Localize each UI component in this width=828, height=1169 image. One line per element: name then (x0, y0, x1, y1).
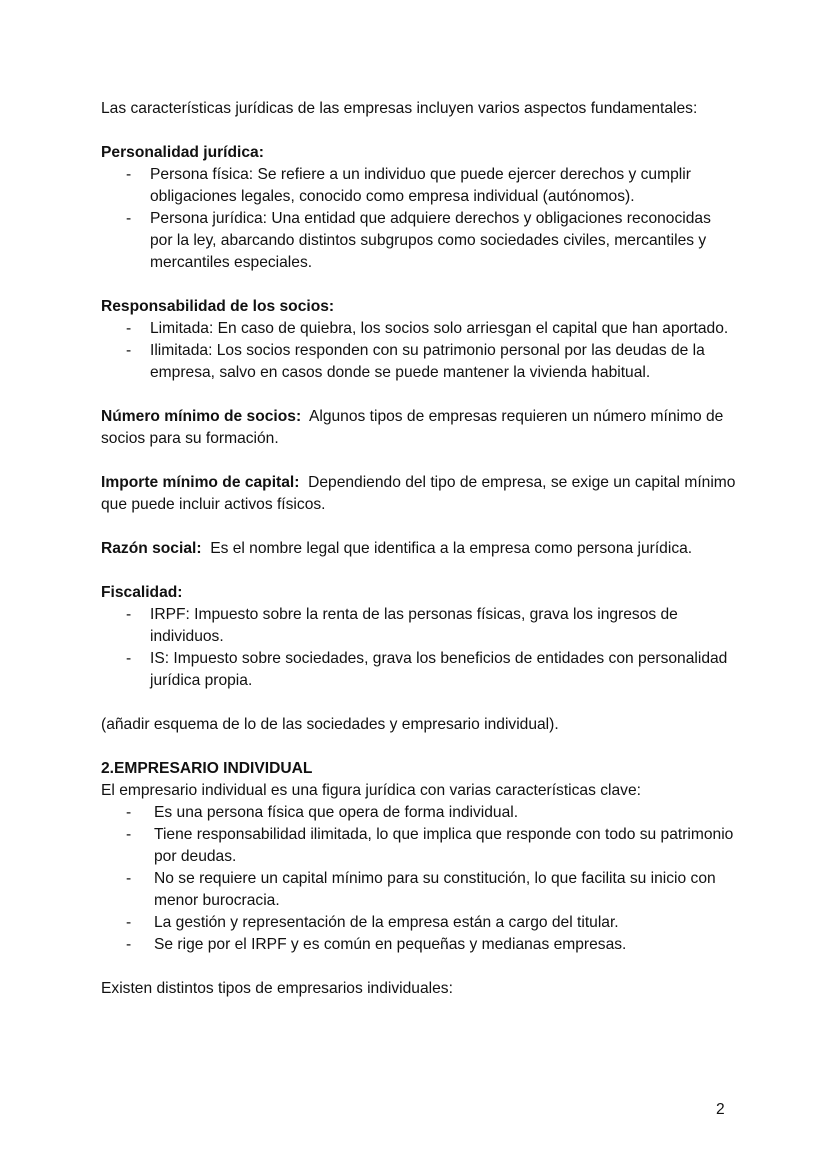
list-item: - Es una persona física que opera de forma individual. (101, 802, 737, 824)
list-item: - Tiene responsabilidad ilimitada, lo que implica que responde con todo su patrimonio por deudas. (101, 824, 737, 868)
razon-social-label: Razón social: (101, 540, 202, 557)
responsabilidad-heading: Responsabilidad de los socios: (101, 298, 335, 315)
list-item: - Persona jurídica: Una entidad que adquiere derechos y obligaciones reconocidas por la ley, abarcando distintos subgrupos como sociedades civiles, mercantiles y mercantiles especiales. (101, 208, 737, 274)
empresario-intro: El empresario individual es una figura jurídica con varias características clave: (101, 782, 641, 799)
list-item: - Limitada: En caso de quiebra, los socios solo arriesgan el capital que han aportado. (101, 318, 737, 340)
list-item: - Se rige por el IRPF y es común en pequeñas y medianas empresas. (101, 934, 737, 956)
personalidad-list (101, 164, 737, 274)
note-paragraph: (añadir esquema de lo de las sociedades y empresario individual). (101, 716, 559, 733)
intro-paragraph: Las características jurídicas de las empresas incluyen varios aspectos fundamentales: (101, 100, 698, 117)
list-item: - Ilimitada: Los socios responden con su patrimonio personal por las deudas de la empresa, salvo en casos donde se puede mantener la vivienda habitual. (101, 340, 737, 384)
numero-minimo-paragraph (101, 406, 737, 450)
importe-minimo-paragraph (101, 472, 737, 516)
empresario-list (101, 802, 737, 956)
responsabilidad-list (101, 318, 737, 384)
razon-social-paragraph (101, 538, 737, 560)
razon-social-text: Es el nombre legal que identifica a la empresa como persona jurídica. (210, 540, 693, 557)
importe-minimo-label: Importe mínimo de capital: (101, 474, 300, 491)
section-title: 2.EMPRESARIO INDIVIDUAL (101, 760, 313, 777)
list-item: - IRPF: Impuesto sobre la renta de las personas físicas, grava los ingresos de individuos. (101, 604, 737, 648)
list-item: - Persona física: Se refiere a un individuo que puede ejercer derechos y cumplir obligaciones legales, conocido como empresa individual (autónomos). (101, 164, 737, 208)
personalidad-heading: Personalidad jurídica: (101, 144, 264, 161)
list-item: - No se requiere un capital mínimo para su constitución, lo que facilita su inicio con menor burocracia. (101, 868, 737, 912)
numero-minimo-text: Algunos tipos de empresas requieren un número mínimo de socios para su formación. (101, 408, 724, 447)
fiscalidad-list (101, 604, 737, 692)
list-item: - La gestión y representación de la empresa están a cargo del titular. (101, 912, 737, 934)
list-item: - IS: Impuesto sobre sociedades, grava los beneficios de entidades con personalidad jurídica propia. (101, 648, 737, 692)
document-page (101, 98, 737, 1000)
fiscalidad-heading: Fiscalidad: (101, 584, 183, 601)
page-number: 2 (716, 1101, 725, 1118)
importe-minimo-text: Dependiendo del tipo de empresa, se exige un capital mínimo que puede incluir activos físicos. (101, 474, 736, 513)
closing-paragraph: Existen distintos tipos de empresarios individuales: (101, 980, 453, 997)
numero-minimo-label: Número mínimo de socios: (101, 408, 302, 425)
